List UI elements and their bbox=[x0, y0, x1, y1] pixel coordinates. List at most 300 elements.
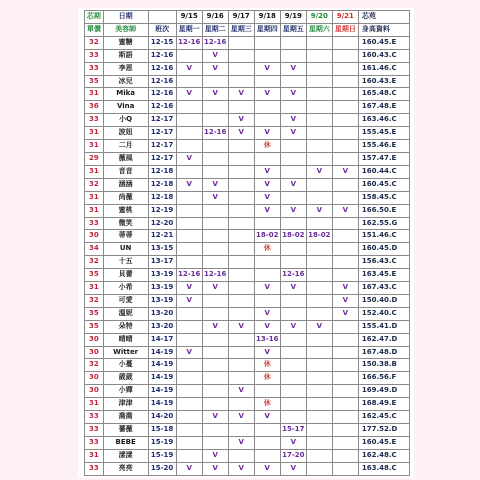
row-day-cell bbox=[176, 114, 202, 127]
row-staff-name: 冰兒 bbox=[103, 75, 148, 88]
row-day-cell bbox=[176, 75, 202, 88]
row-day-cell: V bbox=[254, 62, 280, 75]
row-day-cell bbox=[306, 256, 332, 269]
row-day-cell bbox=[254, 49, 280, 62]
subheader-day-1: 星期一 bbox=[176, 23, 202, 36]
row-day-cell bbox=[228, 307, 254, 320]
row-day-cell bbox=[306, 127, 332, 140]
row-day-cell bbox=[280, 152, 306, 165]
table-row bbox=[85, 191, 410, 204]
row-shift: 12-18 bbox=[148, 165, 176, 178]
row-day-cell bbox=[202, 424, 228, 437]
row-day-cell: V bbox=[228, 127, 254, 140]
row-day-cell: V bbox=[280, 436, 306, 449]
row-shift: 12-16 bbox=[148, 101, 176, 114]
row-price: 34 bbox=[85, 243, 104, 256]
row-day-cell bbox=[254, 75, 280, 88]
row-day-cell bbox=[280, 49, 306, 62]
row-day-cell bbox=[332, 449, 358, 462]
row-day-cell bbox=[202, 385, 228, 398]
row-day-cell bbox=[176, 372, 202, 385]
row-profile: 157.47.E bbox=[358, 152, 409, 165]
row-day-cell bbox=[280, 333, 306, 346]
row-day-cell bbox=[280, 140, 306, 153]
row-price: 36 bbox=[85, 101, 104, 114]
row-day-cell bbox=[254, 436, 280, 449]
table-row bbox=[85, 269, 410, 282]
row-staff-name: 蒂蒂 bbox=[103, 230, 148, 243]
row-day-cell bbox=[228, 178, 254, 191]
row-day-cell bbox=[332, 88, 358, 101]
row-price: 32 bbox=[85, 256, 104, 269]
row-shift: 12-21 bbox=[148, 230, 176, 243]
row-price: 31 bbox=[85, 127, 104, 140]
row-day-cell bbox=[176, 424, 202, 437]
table-row bbox=[85, 307, 410, 320]
table-row bbox=[85, 333, 410, 346]
row-day-cell bbox=[280, 411, 306, 424]
row-profile: 162.47.D bbox=[358, 333, 409, 346]
row-day-cell: V bbox=[254, 462, 280, 475]
row-price: 31 bbox=[85, 165, 104, 178]
row-day-cell bbox=[228, 36, 254, 49]
row-staff-name: 葳葳 bbox=[103, 372, 148, 385]
row-day-cell: V bbox=[254, 282, 280, 295]
row-day-cell bbox=[228, 49, 254, 62]
row-day-cell: V bbox=[228, 385, 254, 398]
row-day-cell: 12-16 bbox=[176, 269, 202, 282]
row-day-cell bbox=[332, 385, 358, 398]
row-day-cell bbox=[202, 359, 228, 372]
row-day-cell: V bbox=[280, 114, 306, 127]
header-store: 芯苑 bbox=[358, 11, 409, 24]
row-profile: 156.43.C bbox=[358, 256, 409, 269]
row-profile: 163.45.E bbox=[358, 269, 409, 282]
row-day-cell bbox=[176, 49, 202, 62]
row-day-cell: V bbox=[306, 204, 332, 217]
row-shift: 14-19 bbox=[148, 372, 176, 385]
row-staff-name: Witter bbox=[103, 346, 148, 359]
table-row bbox=[85, 243, 410, 256]
row-day-cell bbox=[332, 178, 358, 191]
subheader-profile: 身高資料 bbox=[358, 23, 409, 36]
row-day-cell bbox=[306, 346, 332, 359]
row-price: 30 bbox=[85, 372, 104, 385]
row-day-cell bbox=[202, 256, 228, 269]
row-staff-name: 波妞 bbox=[103, 127, 148, 140]
row-day-cell: V bbox=[332, 204, 358, 217]
row-staff-name: 貝蕾 bbox=[103, 269, 148, 282]
row-day-cell: V bbox=[254, 165, 280, 178]
row-profile: 155.45.E bbox=[358, 127, 409, 140]
row-day-cell: V bbox=[228, 411, 254, 424]
row-day-cell bbox=[228, 449, 254, 462]
row-staff-name: Mika bbox=[103, 88, 148, 101]
header-date-6: 9/20 bbox=[306, 11, 332, 24]
row-profile: 160.43.C bbox=[358, 49, 409, 62]
row-day-cell bbox=[176, 411, 202, 424]
row-shift: 13-15 bbox=[148, 243, 176, 256]
row-day-cell: 休 bbox=[254, 359, 280, 372]
row-day-cell: V bbox=[332, 307, 358, 320]
row-day-cell bbox=[202, 307, 228, 320]
row-profile: 177.52.D bbox=[358, 424, 409, 437]
row-price: 33 bbox=[85, 462, 104, 475]
row-day-cell bbox=[176, 191, 202, 204]
row-staff-name: BEBE bbox=[103, 436, 148, 449]
row-price: 33 bbox=[85, 114, 104, 127]
row-staff-name: 李恩 bbox=[103, 62, 148, 75]
row-day-cell: V bbox=[202, 62, 228, 75]
row-staff-name: 晴晴 bbox=[103, 333, 148, 346]
row-profile: 160.45.D bbox=[358, 243, 409, 256]
row-day-cell: V bbox=[202, 49, 228, 62]
row-shift: 14-19 bbox=[148, 359, 176, 372]
table-row bbox=[85, 411, 410, 424]
row-shift: 12-18 bbox=[148, 178, 176, 191]
row-day-cell: 18-02 bbox=[306, 230, 332, 243]
row-day-cell bbox=[202, 230, 228, 243]
row-price: 33 bbox=[85, 411, 104, 424]
row-day-cell bbox=[202, 75, 228, 88]
row-day-cell: V bbox=[176, 462, 202, 475]
row-day-cell bbox=[306, 49, 332, 62]
row-day-cell bbox=[332, 230, 358, 243]
table-row bbox=[85, 140, 410, 153]
table-row bbox=[85, 62, 410, 75]
row-price: 30 bbox=[85, 346, 104, 359]
table-row bbox=[85, 101, 410, 114]
row-day-cell: 12-16 bbox=[202, 127, 228, 140]
row-shift: 12-17 bbox=[148, 114, 176, 127]
row-day-cell: V bbox=[228, 436, 254, 449]
row-day-cell bbox=[228, 294, 254, 307]
row-day-cell: 12-16 bbox=[202, 36, 228, 49]
row-shift: 15-20 bbox=[148, 462, 176, 475]
row-day-cell bbox=[254, 114, 280, 127]
row-day-cell: V bbox=[202, 191, 228, 204]
table-row bbox=[85, 436, 410, 449]
row-profile: 168.49.E bbox=[358, 398, 409, 411]
row-day-cell bbox=[280, 75, 306, 88]
row-staff-name: 亮亮 bbox=[103, 462, 148, 475]
row-day-cell bbox=[228, 346, 254, 359]
row-day-cell bbox=[202, 294, 228, 307]
schedule-table bbox=[84, 10, 410, 476]
header-date-label: 日期 bbox=[103, 11, 148, 24]
row-day-cell: 18-02 bbox=[254, 230, 280, 243]
row-day-cell: V bbox=[254, 88, 280, 101]
row-day-cell bbox=[228, 101, 254, 114]
row-shift: 13-19 bbox=[148, 282, 176, 295]
row-day-cell bbox=[332, 359, 358, 372]
row-day-cell: 12-16 bbox=[280, 269, 306, 282]
row-price: 29 bbox=[85, 152, 104, 165]
row-day-cell bbox=[332, 436, 358, 449]
row-day-cell bbox=[176, 307, 202, 320]
table-row bbox=[85, 152, 410, 165]
row-profile: 166.56.F bbox=[358, 372, 409, 385]
row-shift: 14-17 bbox=[148, 333, 176, 346]
table-row bbox=[85, 75, 410, 88]
row-staff-name: 小Q bbox=[103, 114, 148, 127]
row-staff-name: 可愛 bbox=[103, 294, 148, 307]
row-day-cell bbox=[228, 152, 254, 165]
row-day-cell bbox=[254, 36, 280, 49]
row-day-cell: V bbox=[228, 88, 254, 101]
row-day-cell bbox=[332, 398, 358, 411]
row-day-cell bbox=[228, 398, 254, 411]
row-day-cell bbox=[254, 217, 280, 230]
row-day-cell: V bbox=[202, 88, 228, 101]
row-day-cell bbox=[228, 269, 254, 282]
table-row bbox=[85, 88, 410, 101]
row-day-cell bbox=[228, 165, 254, 178]
row-price: 30 bbox=[85, 333, 104, 346]
row-staff-name: 漾漾 bbox=[103, 449, 148, 462]
row-profile: 150.40.D bbox=[358, 294, 409, 307]
row-day-cell bbox=[228, 62, 254, 75]
row-profile: 152.40.C bbox=[358, 307, 409, 320]
row-shift: 12-16 bbox=[148, 75, 176, 88]
row-day-cell bbox=[280, 346, 306, 359]
row-day-cell bbox=[332, 101, 358, 114]
row-day-cell: V bbox=[176, 282, 202, 295]
table-row bbox=[85, 165, 410, 178]
header-date-3: 9/17 bbox=[228, 11, 254, 24]
row-day-cell bbox=[176, 385, 202, 398]
row-day-cell bbox=[202, 436, 228, 449]
table-row bbox=[85, 449, 410, 462]
row-price: 32 bbox=[85, 36, 104, 49]
row-shift: 13-19 bbox=[148, 294, 176, 307]
row-day-cell: V bbox=[254, 307, 280, 320]
row-staff-name: 小希 bbox=[103, 282, 148, 295]
row-day-cell bbox=[280, 191, 306, 204]
row-day-cell bbox=[280, 307, 306, 320]
subheader-staff: 美容師 bbox=[103, 23, 148, 36]
row-price: 31 bbox=[85, 204, 104, 217]
header-blank bbox=[148, 11, 176, 24]
row-profile: 160.44.C bbox=[358, 165, 409, 178]
row-day-cell: 12-16 bbox=[176, 36, 202, 49]
row-price: 31 bbox=[85, 191, 104, 204]
row-day-cell: V bbox=[176, 88, 202, 101]
row-shift: 12-18 bbox=[148, 191, 176, 204]
row-day-cell bbox=[280, 385, 306, 398]
row-day-cell bbox=[306, 140, 332, 153]
table-row bbox=[85, 127, 410, 140]
table-row bbox=[85, 294, 410, 307]
row-day-cell: 休 bbox=[254, 372, 280, 385]
date-header-row bbox=[85, 11, 410, 24]
row-day-cell: V bbox=[254, 411, 280, 424]
row-day-cell: V bbox=[254, 346, 280, 359]
subheader-day-2: 星期二 bbox=[202, 23, 228, 36]
row-day-cell bbox=[228, 230, 254, 243]
row-shift: 12-17 bbox=[148, 140, 176, 153]
row-day-cell bbox=[306, 359, 332, 372]
row-profile: 155.41.D bbox=[358, 320, 409, 333]
row-shift: 14-19 bbox=[148, 398, 176, 411]
table-row bbox=[85, 462, 410, 475]
row-staff-name: UN bbox=[103, 243, 148, 256]
row-profile: 162.45.C bbox=[358, 411, 409, 424]
table-row bbox=[85, 204, 410, 217]
row-profile: 161.46.C bbox=[358, 62, 409, 75]
row-day-cell bbox=[332, 191, 358, 204]
row-profile: 166.50.E bbox=[358, 204, 409, 217]
row-day-cell bbox=[228, 282, 254, 295]
row-day-cell bbox=[202, 372, 228, 385]
row-day-cell bbox=[332, 36, 358, 49]
row-profile: 165.48.C bbox=[358, 88, 409, 101]
row-day-cell: V bbox=[254, 191, 280, 204]
row-day-cell bbox=[280, 372, 306, 385]
row-price: 31 bbox=[85, 282, 104, 295]
row-day-cell bbox=[280, 243, 306, 256]
row-day-cell bbox=[254, 449, 280, 462]
row-price: 32 bbox=[85, 359, 104, 372]
row-price: 33 bbox=[85, 436, 104, 449]
subheader-day-5: 星期五 bbox=[280, 23, 306, 36]
row-day-cell bbox=[254, 256, 280, 269]
row-staff-name: 涵涵 bbox=[103, 178, 148, 191]
row-day-cell bbox=[202, 114, 228, 127]
row-day-cell bbox=[332, 424, 358, 437]
row-day-cell bbox=[306, 333, 332, 346]
table-row bbox=[85, 398, 410, 411]
row-staff-name: 小蔓 bbox=[103, 359, 148, 372]
row-day-cell bbox=[306, 449, 332, 462]
row-day-cell bbox=[202, 152, 228, 165]
row-profile: 160.45.E bbox=[358, 436, 409, 449]
row-staff-name: 薇風 bbox=[103, 152, 148, 165]
row-day-cell bbox=[306, 152, 332, 165]
row-day-cell bbox=[202, 398, 228, 411]
row-profile: 167.48.D bbox=[358, 346, 409, 359]
row-day-cell: V bbox=[280, 178, 306, 191]
row-day-cell bbox=[228, 372, 254, 385]
row-day-cell bbox=[306, 372, 332, 385]
row-day-cell bbox=[202, 243, 228, 256]
row-staff-name: 薔薇 bbox=[103, 424, 148, 437]
row-staff-name: 尚薇 bbox=[103, 191, 148, 204]
row-day-cell bbox=[280, 101, 306, 114]
row-day-cell: V bbox=[202, 178, 228, 191]
row-day-cell bbox=[176, 359, 202, 372]
row-shift: 14-19 bbox=[148, 346, 176, 359]
row-day-cell: 休 bbox=[254, 243, 280, 256]
row-day-cell bbox=[228, 217, 254, 230]
row-day-cell bbox=[176, 436, 202, 449]
row-day-cell: V bbox=[280, 320, 306, 333]
row-day-cell bbox=[254, 385, 280, 398]
row-day-cell: 休 bbox=[254, 140, 280, 153]
row-price: 35 bbox=[85, 307, 104, 320]
row-day-cell: 12-16 bbox=[202, 269, 228, 282]
row-day-cell bbox=[332, 372, 358, 385]
row-shift: 12-16 bbox=[148, 49, 176, 62]
row-staff-name: 津津 bbox=[103, 398, 148, 411]
row-staff-name: 斯語 bbox=[103, 49, 148, 62]
row-price: 33 bbox=[85, 424, 104, 437]
row-day-cell bbox=[202, 217, 228, 230]
row-profile: 163.48.C bbox=[358, 462, 409, 475]
row-day-cell bbox=[254, 152, 280, 165]
table-row bbox=[85, 256, 410, 269]
row-day-cell: V bbox=[228, 462, 254, 475]
row-staff-name: Vina bbox=[103, 101, 148, 114]
row-day-cell: V bbox=[306, 165, 332, 178]
row-day-cell bbox=[176, 398, 202, 411]
row-day-cell bbox=[332, 320, 358, 333]
table-row bbox=[85, 372, 410, 385]
row-day-cell bbox=[306, 294, 332, 307]
subheader-day-7: 星期日 bbox=[332, 23, 358, 36]
row-day-cell: V bbox=[332, 165, 358, 178]
table-row bbox=[85, 230, 410, 243]
row-profile: 162.55.G bbox=[358, 217, 409, 230]
row-day-cell bbox=[176, 320, 202, 333]
header-date-2: 9/16 bbox=[202, 11, 228, 24]
row-price: 35 bbox=[85, 269, 104, 282]
table-row bbox=[85, 346, 410, 359]
row-day-cell: V bbox=[280, 204, 306, 217]
row-price: 33 bbox=[85, 49, 104, 62]
row-day-cell bbox=[228, 243, 254, 256]
row-profile: 167.43.C bbox=[358, 282, 409, 295]
row-shift: 13-19 bbox=[148, 269, 176, 282]
row-day-cell bbox=[306, 307, 332, 320]
row-day-cell bbox=[202, 204, 228, 217]
row-shift: 14-20 bbox=[148, 411, 176, 424]
row-profile: 160.43.E bbox=[358, 75, 409, 88]
row-day-cell: V bbox=[176, 294, 202, 307]
row-shift: 15-19 bbox=[148, 449, 176, 462]
subheader-shift: 班次 bbox=[148, 23, 176, 36]
row-price: 31 bbox=[85, 449, 104, 462]
row-day-cell bbox=[176, 230, 202, 243]
row-profile: 158.45.C bbox=[358, 191, 409, 204]
row-staff-name: 朵特 bbox=[103, 320, 148, 333]
row-day-cell bbox=[176, 333, 202, 346]
row-day-cell: V bbox=[280, 127, 306, 140]
row-day-cell bbox=[228, 256, 254, 269]
row-shift: 12-20 bbox=[148, 217, 176, 230]
row-staff-name: 二月 bbox=[103, 140, 148, 153]
row-day-cell: 休 bbox=[254, 398, 280, 411]
row-day-cell bbox=[306, 282, 332, 295]
row-day-cell bbox=[306, 411, 332, 424]
row-day-cell bbox=[280, 359, 306, 372]
table-row bbox=[85, 49, 410, 62]
row-day-cell: 18-02 bbox=[280, 230, 306, 243]
row-day-cell: V bbox=[228, 320, 254, 333]
row-price: 32 bbox=[85, 178, 104, 191]
row-day-cell: V bbox=[280, 282, 306, 295]
row-price: 35 bbox=[85, 75, 104, 88]
row-day-cell bbox=[306, 385, 332, 398]
row-day-cell: V bbox=[202, 449, 228, 462]
row-day-cell bbox=[228, 424, 254, 437]
row-shift: 15-18 bbox=[148, 424, 176, 437]
row-day-cell bbox=[176, 140, 202, 153]
row-price: 31 bbox=[85, 88, 104, 101]
row-day-cell: V bbox=[280, 462, 306, 475]
row-day-cell bbox=[176, 243, 202, 256]
row-staff-name: 蜜桃 bbox=[103, 204, 148, 217]
